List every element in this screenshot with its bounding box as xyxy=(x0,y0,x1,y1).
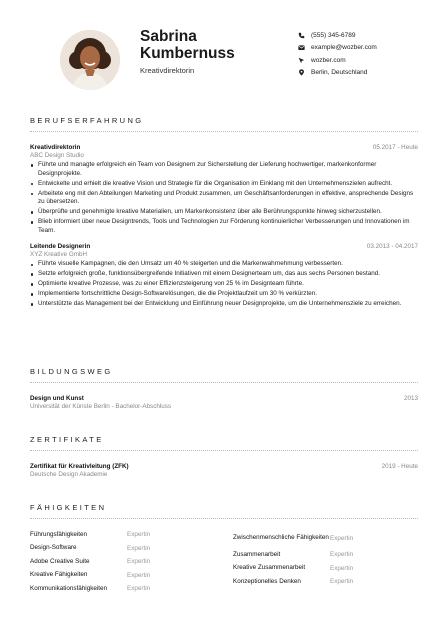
list-item: Setzte erfolgreich große, funktionsübergreifende Initiativen mit einem Designerteam um, das aus sechs Personen bestand. xyxy=(30,270,418,279)
location-icon xyxy=(298,69,305,76)
website-icon xyxy=(298,57,305,64)
skill-name: Zusammenarbeit xyxy=(233,550,281,558)
skill-level: Expertin xyxy=(330,564,354,572)
list-item: Unterstützte das Management bei der Entwicklung und Einführung neuer Designprojekte, um die Unternehmensziele zu erreichen. xyxy=(30,300,418,309)
section-divider xyxy=(30,382,418,383)
full-name xyxy=(140,28,235,62)
skill-item xyxy=(233,575,418,589)
contact-website[interactable] xyxy=(298,54,377,67)
skill-item xyxy=(233,562,418,576)
skills-column-right xyxy=(233,528,418,596)
experience-entry xyxy=(30,243,418,309)
experience-section xyxy=(30,116,418,310)
list-item: Blieb informiert über neue Designtrends, Tools und Technologien zur Förderung kontinuierlicher Verbesserungen und Innovationen im Team. xyxy=(30,218,418,235)
certificates-title: ZERTIFIKATE xyxy=(30,435,104,444)
skill-name: Konzeptionelles Denken xyxy=(233,577,301,585)
resume-header xyxy=(30,0,418,104)
contact-list xyxy=(298,29,377,79)
contact-location-text: Berlin, Deutschland xyxy=(311,69,368,77)
skill-name: Zwischenmenschliche Fähigkeiten xyxy=(233,534,329,541)
education-title: BILDUNGSWEG xyxy=(30,367,113,376)
list-item: Entwickelte und erhielt die kreative Vision und Strategie für die Organisation im Einklang mit den Unternehmenszielen aufrecht. xyxy=(30,180,418,189)
skill-name: Design-Software xyxy=(30,544,77,552)
experience-entry xyxy=(30,144,418,235)
skills-grid xyxy=(30,528,418,596)
experience-title: BERUFSERFAHRUNG xyxy=(30,116,144,125)
job-date: 05.2017 - Heute xyxy=(372,144,418,151)
skill-level: Expertin xyxy=(127,558,151,566)
skill-item xyxy=(30,555,215,569)
skills-section xyxy=(30,503,418,596)
avatar xyxy=(60,30,120,90)
skill-item xyxy=(30,542,215,556)
skill-item xyxy=(30,582,215,596)
skill-level: Expertin xyxy=(127,585,151,593)
section-divider xyxy=(30,450,418,451)
skill-item xyxy=(233,548,418,562)
job-role: Kreativdirektorin xyxy=(140,66,195,75)
skill-level: Expertin xyxy=(330,551,354,559)
contact-phone-text: (555) 345-6789 xyxy=(311,31,356,39)
skill-level: Expertin xyxy=(330,578,354,586)
job-bullets xyxy=(30,161,418,235)
contact-email[interactable] xyxy=(298,42,377,55)
job-company: ABC Design Studio xyxy=(30,152,84,159)
contact-phone[interactable] xyxy=(298,29,377,42)
degree-title: Design und Kunst xyxy=(30,395,84,402)
certificate-date: 2019 - Heute xyxy=(381,463,418,470)
skill-level: Expertin xyxy=(127,544,151,552)
list-item: Arbeitete eng mit den Abteilungen Marketing und Produkt zusammen, um Geschäftsanforderungen in effektive, ansprechende Designs zu übersetzen. xyxy=(30,190,418,207)
certificate-title: Zertifikat für Kreativleitung (ZFK) xyxy=(30,463,129,470)
list-item: Führte und managte erfolgreich ein Team von Designern zur Sicherstellung der Lieferung hochwertiger, markenkonformer Designprojekte. xyxy=(30,161,418,178)
skill-name: Führungsfähigkeiten xyxy=(30,530,88,538)
portrait-image xyxy=(60,30,120,90)
skill-level: Expertin xyxy=(127,571,151,579)
job-bullets xyxy=(30,260,418,309)
contact-website-text: wozber.com xyxy=(311,56,346,64)
list-item: Führte visuelle Kampagnen, die den Umsatz um 40 % steigerten und die Markenwahrnehmung verbesserten. xyxy=(30,260,418,269)
first-name: Sabrina xyxy=(140,28,197,45)
section-divider xyxy=(30,131,418,132)
skill-level: Expertin xyxy=(127,531,151,539)
skill-name: Kommunikationsfähigkeiten xyxy=(30,584,108,592)
skill-item xyxy=(30,528,215,542)
job-company: XYZ Kreative GmbH xyxy=(30,251,88,259)
list-item: Überprüfte und genehmigte kreative Materialien, um Markenkonsistenz über alle Berührungspunkte hinweg sicherzustellen. xyxy=(30,208,418,217)
job-title: Kreativdirektorin xyxy=(30,144,81,151)
contact-location xyxy=(298,67,377,80)
education-section xyxy=(30,367,418,410)
skill-name: Kreative Fähigkeiten xyxy=(30,571,88,579)
education-entry xyxy=(30,395,418,410)
email-icon xyxy=(298,44,305,51)
skill-item xyxy=(233,528,418,548)
list-item: Optimierte kreative Prozesse, was zu einer Effizienzsteigerung von 25 % im Designteam führte. xyxy=(30,280,418,289)
job-date: 03.2013 - 04.2017 xyxy=(366,243,418,251)
degree-date: 2013 xyxy=(403,395,418,402)
phone-icon xyxy=(298,32,305,39)
certificate-issuer: Deutsche Design Akademie xyxy=(30,471,108,478)
skills-column-left xyxy=(30,528,215,596)
certificate-entry xyxy=(30,463,418,478)
contact-email-text: example@wozber.com xyxy=(311,44,377,52)
job-title: Leitende Designerin xyxy=(30,243,91,251)
skills-title: FÄHIGKEITEN xyxy=(30,503,107,512)
skill-item xyxy=(30,569,215,583)
degree-institution: Universität der Künste Berlin - Bachelor-Abschluss xyxy=(30,403,172,410)
last-name: Kumbernuss xyxy=(140,45,235,62)
skill-name: Adobe Creative Suite xyxy=(30,557,90,565)
section-divider xyxy=(30,518,418,519)
skill-level: Expertin xyxy=(330,534,354,542)
skill-name: Kreative Zusammenarbeit xyxy=(233,564,306,572)
certificates-section xyxy=(30,435,418,478)
list-item: Implementierte fortschrittliche Design-Softwarelösungen, die die Projektlaufzeit um 30 % verkürzten. xyxy=(30,290,418,299)
